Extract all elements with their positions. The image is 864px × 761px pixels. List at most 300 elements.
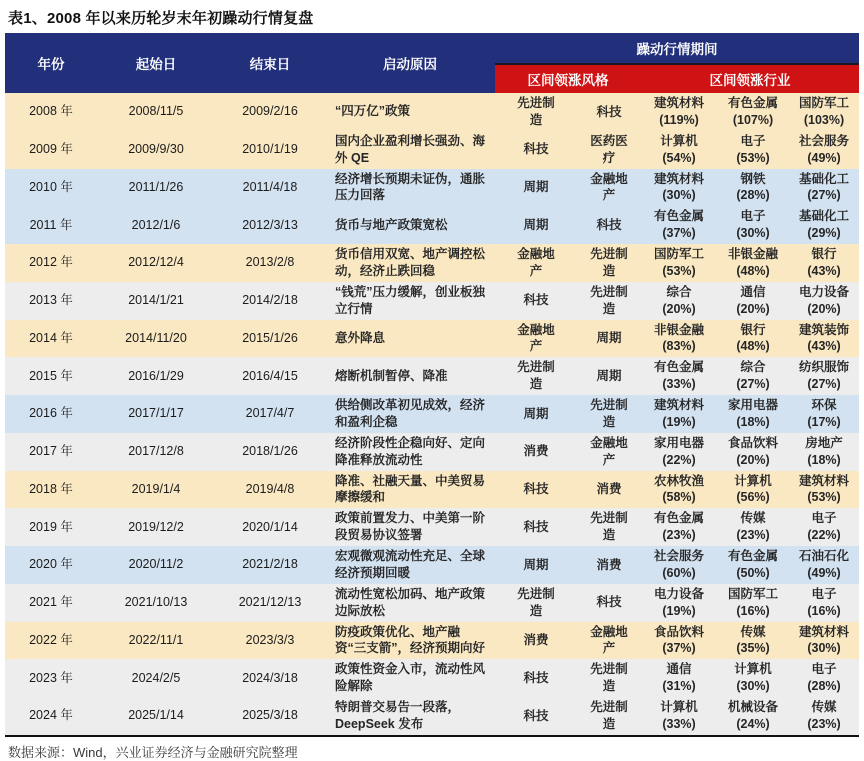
industry-3-name: 环保 [811,398,837,412]
leading-style-1-label: 周期 [523,180,549,195]
leading-style-1-label: 科技 [523,293,549,308]
table-row [5,622,859,660]
leading-style-1-cell [495,169,577,207]
industry-2-return: (20%) [736,452,770,467]
industry-2-name: 电子 [740,133,766,148]
industry-3-name: 电子 [811,511,837,526]
start-date-cell: 2017/12/8 [97,433,215,471]
industry-3-name: 银行 [811,247,837,261]
leading-style-1-label: 科技 [523,519,549,534]
industry-2-return: (16%) [736,603,770,618]
leading-style-1-cell [495,244,577,282]
reason-cell: 降准、社融天量、中美贸易摩擦缓和 [325,471,495,509]
end-date-cell: 2018/1/26 [215,433,325,471]
start-date-cell: 2016/1/29 [97,357,215,395]
year-cell: 2008 年 [5,93,97,131]
leading-style-2-label: 先进制造 [590,247,628,278]
year-cell: 2011 年 [5,206,97,244]
industry-2-name: 银行 [740,322,766,337]
leading-industry-1-cell [641,395,717,433]
industry-2-name: 计算机 [734,662,772,677]
col-header-reason: 启动原因 [325,33,495,93]
year-cell: 2013 年 [5,282,97,320]
industry-2-name: 国防军工 [727,586,778,601]
industry-3-return: (17%) [807,414,841,429]
end-date-cell: 2015/1/26 [215,320,325,358]
industry-2-return: (48%) [736,339,770,354]
year-cell: 2023 年 [5,659,97,697]
industry-3-return: (43%) [807,339,841,354]
industry-1-name: 综合 [666,284,692,299]
leading-industry-3-cell [789,244,859,282]
year-cell: 2016 年 [5,395,97,433]
leading-style-1-label: 周期 [523,217,549,232]
leading-style-1-label: 金融地产 [517,322,555,354]
industry-3-name: 社会服务 [799,133,850,148]
leading-style-2-label: 先进制造 [590,511,628,543]
industry-2-name: 计算机 [734,473,772,488]
table-title: 表1、2008 年以来历轮岁末年初躁动行情复盘 [8,10,314,27]
leading-industry-2-cell [717,659,789,697]
industry-1-return: (83%) [662,339,696,354]
leading-style-2-cell [577,433,641,471]
start-date-cell: 2012/1/6 [97,206,215,244]
leading-industry-1-cell [641,546,717,584]
leading-industry-2-cell [717,433,789,471]
industry-2-name: 传媒 [740,511,766,526]
industry-3-name: 纺织服饰 [799,360,850,375]
industry-1-name: 家用电器 [653,435,704,450]
industry-1-return: (23%) [662,528,696,543]
leading-style-1-cell [495,622,577,660]
industry-2-name: 家用电器 [727,398,778,412]
leading-style-1-cell [495,93,577,131]
industry-3-name: 房地产 [805,435,843,450]
reason-cell: 流动性宽松加码、地产政策边际放松 [325,584,495,622]
leading-style-2-label: 消费 [596,557,622,572]
leading-style-2-cell [577,320,641,358]
start-date-cell: 2019/1/4 [97,471,215,509]
table-row [5,244,859,282]
leading-industry-2-cell [717,206,789,244]
industry-1-name: 有色金属 [653,360,704,375]
leading-style-2-label: 医药医疗 [590,133,628,165]
col-header-year: 年份 [5,33,97,93]
start-date-cell: 2011/1/26 [97,169,215,207]
end-date-cell: 2009/2/16 [215,93,325,131]
industry-3-name: 建筑材料 [799,624,850,639]
leading-industry-1-cell [641,320,717,358]
industry-1-return: (37%) [662,226,696,241]
start-date-cell: 2025/1/14 [97,697,215,736]
industry-1-return: (33%) [662,716,696,731]
leading-style-2-label: 先进制造 [590,700,628,731]
industry-1-name: 电力设备 [653,586,704,601]
industry-1-name: 建筑材料 [653,398,704,412]
industry-2-return: (35%) [736,641,770,656]
end-date-cell: 2016/4/15 [215,357,325,395]
leading-industry-1-cell [641,93,717,131]
table-row [5,357,859,395]
start-date-cell: 2012/12/4 [97,244,215,282]
table-row [5,282,859,320]
data-source-note: 数据来源：Wind，兴业证券经济与金融研究院整理 [8,744,298,760]
leading-industry-2-cell [717,320,789,358]
leading-industry-2-cell [717,546,789,584]
leading-style-2-cell [577,508,641,546]
end-date-cell: 2021/12/13 [215,584,325,622]
leading-industry-2-cell [717,508,789,546]
leading-style-2-cell [577,244,641,282]
end-date-cell: 2024/3/18 [215,659,325,697]
industry-1-name: 食品饮料 [653,624,704,639]
end-date-cell: 2025/3/18 [215,697,325,736]
leading-industry-3-cell [789,659,859,697]
leading-industry-3-cell [789,169,859,207]
industry-3-return: (30%) [807,641,841,656]
table-row [5,433,859,471]
industry-3-name: 建筑材料 [799,473,850,488]
leading-style-2-cell [577,659,641,697]
leading-style-2-cell [577,282,641,320]
reason-cell: “四万亿”政策 [325,93,495,131]
industry-1-return: (19%) [662,414,696,429]
year-cell: 2014 年 [5,320,97,358]
table-body [5,93,859,736]
industry-1-name: 国防军工 [653,247,704,261]
leading-industry-2-cell [717,131,789,169]
year-cell: 2015 年 [5,357,97,395]
leading-style-2-cell [577,357,641,395]
leading-style-2-cell [577,93,641,131]
leading-industry-3-cell [789,282,859,320]
leading-style-1-cell [495,697,577,736]
start-date-cell: 2022/11/1 [97,622,215,660]
leading-industry-1-cell [641,357,717,395]
industry-1-name: 农林牧渔 [653,473,704,488]
leading-industry-3-cell [789,206,859,244]
leading-style-2-label: 先进制造 [590,398,628,429]
leading-style-2-label: 金融地产 [590,435,628,467]
industry-1-name: 非银金融 [653,322,704,337]
table-row [5,546,859,584]
leading-industry-2-cell [717,282,789,320]
leading-style-2-label: 先进制造 [590,662,628,694]
industry-2-name: 电子 [740,209,766,224]
industry-1-return: (30%) [662,188,696,203]
reason-cell: 政策前置发力、中美第一阶段贸易协议签署 [325,508,495,546]
industry-3-return: (27%) [807,188,841,203]
leading-industry-1-cell [641,131,717,169]
leading-style-1-label: 周期 [523,557,549,572]
industry-1-return: (33%) [662,377,696,392]
leading-style-2-label: 金融地产 [590,171,628,203]
industry-1-return: (19%) [662,603,696,618]
industry-3-return: (103%) [803,112,845,127]
leading-industry-1-cell [641,169,717,207]
leading-style-2-cell [577,206,641,244]
leading-style-2-cell [577,697,641,736]
table-row [5,659,859,697]
industry-1-name: 有色金属 [653,511,704,526]
leading-industry-2-cell [717,357,789,395]
leading-industry-2-cell [717,244,789,282]
industry-3-return: (49%) [807,150,841,165]
start-date-cell: 2014/1/21 [97,282,215,320]
leading-industry-1-cell [641,282,717,320]
leading-style-1-cell [495,471,577,509]
industry-3-return: (22%) [807,528,841,543]
industry-2-name: 非银金融 [727,247,778,261]
industry-3-return: (28%) [807,679,841,694]
end-date-cell: 2014/2/18 [215,282,325,320]
industry-2-name: 有色金属 [727,549,778,563]
leading-industry-1-cell [641,697,717,736]
industry-2-return: (107%) [732,112,774,127]
leading-style-1-cell [495,357,577,395]
end-date-cell: 2010/1/19 [215,131,325,169]
reason-cell: 防疫政策优化、地产融资“三支箭”，经济预期向好 [325,622,495,660]
industry-3-return: (43%) [807,263,841,278]
reason-cell: 特朗普交易告一段落，DeepSeek 发布 [325,697,495,736]
end-date-cell: 2019/4/8 [215,471,325,509]
year-cell: 2021 年 [5,584,97,622]
industry-1-name: 通信 [666,662,692,677]
leading-style-2-cell [577,546,641,584]
leading-style-1-label: 科技 [523,708,549,723]
leading-industry-3-cell [789,508,859,546]
industry-1-return: (53%) [662,263,696,278]
leading-style-1-label: 消费 [523,633,549,648]
leading-style-2-label: 科技 [596,104,622,119]
leading-style-2-cell [577,584,641,622]
industry-1-return: (31%) [662,679,696,694]
leading-industry-3-cell [789,471,859,509]
start-date-cell: 2019/12/2 [97,508,215,546]
industry-2-return: (24%) [736,716,770,731]
table-row [5,320,859,358]
industry-3-name: 传媒 [811,700,837,714]
leading-style-1-cell [495,206,577,244]
reason-cell: 宏观微观流动性充足、全球经济预期回暖 [325,546,495,584]
leading-industry-1-cell [641,659,717,697]
leading-style-2-label: 金融地产 [590,624,628,656]
start-date-cell: 2020/11/2 [97,546,215,584]
leading-industry-3-cell [789,320,859,358]
end-date-cell: 2023/3/3 [215,622,325,660]
rally-review-table [5,33,859,737]
industry-2-return: (30%) [736,226,770,241]
end-date-cell: 2020/1/14 [215,508,325,546]
leading-industry-3-cell [789,622,859,660]
reason-cell: 经济阶段性企稳向好、定向降准释放流动性 [325,433,495,471]
leading-style-1-label: 科技 [523,142,549,157]
leading-style-1-cell [495,282,577,320]
leading-style-1-cell [495,433,577,471]
industry-3-name: 电子 [811,662,837,677]
leading-style-1-label: 周期 [523,406,549,421]
industry-2-return: (28%) [736,188,770,203]
year-cell: 2024 年 [5,697,97,736]
industry-2-return: (20%) [736,301,770,316]
industry-2-return: (27%) [736,377,770,392]
col-header-start-date: 起始日 [97,33,215,93]
industry-1-return: (60%) [662,565,696,580]
year-cell: 2012 年 [5,244,97,282]
leading-style-1-cell [495,131,577,169]
leading-style-1-label: 金融地产 [517,247,555,278]
start-date-cell: 2008/11/5 [97,93,215,131]
leading-industry-1-cell [641,433,717,471]
leading-industry-1-cell [641,471,717,509]
leading-industry-1-cell [641,508,717,546]
leading-style-2-cell [577,131,641,169]
start-date-cell: 2024/2/5 [97,659,215,697]
leading-style-1-cell [495,320,577,358]
industry-1-return: (119%) [659,112,699,127]
reason-cell: 货币信用双宽、地产调控松动，经济止跌回稳 [325,244,495,282]
industry-1-name: 有色金属 [653,209,704,224]
industry-2-return: (53%) [736,150,770,165]
industry-2-name: 综合 [740,360,766,375]
start-date-cell: 2017/1/17 [97,395,215,433]
leading-industry-3-cell [789,584,859,622]
industry-3-name: 电子 [811,586,837,601]
reason-cell: 政策性资金入市，流动性风险解除 [325,659,495,697]
leading-industry-1-cell [641,584,717,622]
leading-industry-1-cell [641,244,717,282]
leading-industry-1-cell [641,622,717,660]
leading-style-2-cell [577,622,641,660]
leading-style-2-label: 科技 [596,595,622,610]
industry-3-return: (29%) [807,226,841,241]
leading-industry-3-cell [789,697,859,736]
reason-cell: 熔断机制暂停、降准 [325,357,495,395]
leading-industry-3-cell [789,433,859,471]
industry-3-name: 基础化工 [799,209,850,224]
year-cell: 2010 年 [5,169,97,207]
leading-industry-2-cell [717,471,789,509]
leading-style-1-cell [495,546,577,584]
industry-2-return: (48%) [736,263,770,278]
start-date-cell: 2014/11/20 [97,320,215,358]
reason-cell: 国内企业盈利增长强劲、海外 QE [325,131,495,169]
leading-industry-2-cell [717,169,789,207]
leading-style-2-cell [577,471,641,509]
leading-industry-2-cell [717,697,789,736]
table-row [5,584,859,622]
industry-2-return: (30%) [736,679,770,694]
end-date-cell: 2017/4/7 [215,395,325,433]
leading-style-1-label: 先进制造 [517,586,555,618]
industry-1-return: (37%) [662,641,696,656]
end-date-cell: 2012/3/13 [215,206,325,244]
table-row [5,169,859,207]
col-header-end-date: 结束日 [215,33,325,93]
industry-3-return: (49%) [807,565,841,580]
industry-2-return: (50%) [736,565,770,580]
year-cell: 2019 年 [5,508,97,546]
leading-style-1-cell [495,584,577,622]
leading-industry-2-cell [717,93,789,131]
industry-3-return: (23%) [807,716,841,731]
leading-style-2-label: 先进制造 [590,284,628,316]
leading-style-2-label: 科技 [596,217,622,232]
leading-industry-3-cell [789,546,859,584]
industry-2-return: (18%) [736,414,770,429]
leading-industry-3-cell [789,131,859,169]
leading-style-1-label: 消费 [523,444,549,459]
leading-industry-1-cell [641,206,717,244]
industry-3-return: (27%) [807,377,841,392]
leading-style-2-label: 消费 [596,482,622,497]
reason-cell: 货币与地产政策宽松 [325,206,495,244]
industry-2-return: (56%) [736,490,770,505]
start-date-cell: 2021/10/13 [97,584,215,622]
leading-style-1-label: 先进制造 [517,96,555,127]
end-date-cell: 2021/2/18 [215,546,325,584]
industry-1-name: 计算机 [660,133,698,148]
leading-style-2-cell [577,169,641,207]
industry-3-return: (16%) [807,603,841,618]
leading-industry-3-cell [789,395,859,433]
table-row [5,697,859,736]
leading-style-1-label: 科技 [523,482,549,497]
leading-style-1-cell [495,659,577,697]
industry-2-name: 通信 [740,284,766,299]
table-header [5,33,859,93]
leading-industry-2-cell [717,584,789,622]
industry-1-return: (20%) [662,301,696,316]
table-row [5,206,859,244]
end-date-cell: 2011/4/18 [215,169,325,207]
year-cell: 2018 年 [5,471,97,509]
col-header-rally-period: 躁动行情期间 [495,33,859,64]
industry-1-name: 建筑材料 [653,171,704,186]
leading-style-1-label: 先进制造 [517,360,555,392]
col-header-leading-industry: 区间领涨行业 [641,64,859,93]
industry-3-name: 电力设备 [799,284,850,299]
start-date-cell: 2009/9/30 [97,131,215,169]
leading-industry-3-cell [789,357,859,395]
reason-cell: “钱荒”压力缓解，创业板独立行情 [325,282,495,320]
leading-style-2-cell [577,395,641,433]
industry-2-name: 有色金属 [727,96,778,110]
reason-cell: 供给侧改革初见成效，经济和盈利企稳 [325,395,495,433]
year-cell: 2022 年 [5,622,97,660]
industry-2-name: 食品饮料 [727,435,778,450]
reason-cell: 意外降息 [325,320,495,358]
table-row [5,395,859,433]
year-cell: 2017 年 [5,433,97,471]
industry-3-return: (53%) [807,490,841,505]
leading-style-1-cell [495,508,577,546]
industry-1-name: 计算机 [660,700,698,714]
leading-industry-3-cell [789,93,859,131]
leading-style-2-label: 周期 [596,331,622,346]
leading-style-1-label: 科技 [523,670,549,685]
industry-3-return: (18%) [807,452,841,467]
industry-2-name: 钢铁 [740,171,766,186]
industry-2-name: 传媒 [740,624,766,639]
industry-3-name: 基础化工 [799,171,850,186]
table-row [5,93,859,131]
industry-3-name: 国防军工 [799,96,850,110]
leading-style-2-label: 周期 [596,368,622,383]
table-row [5,131,859,169]
industry-3-return: (20%) [807,301,841,316]
industry-1-name: 社会服务 [653,549,704,563]
